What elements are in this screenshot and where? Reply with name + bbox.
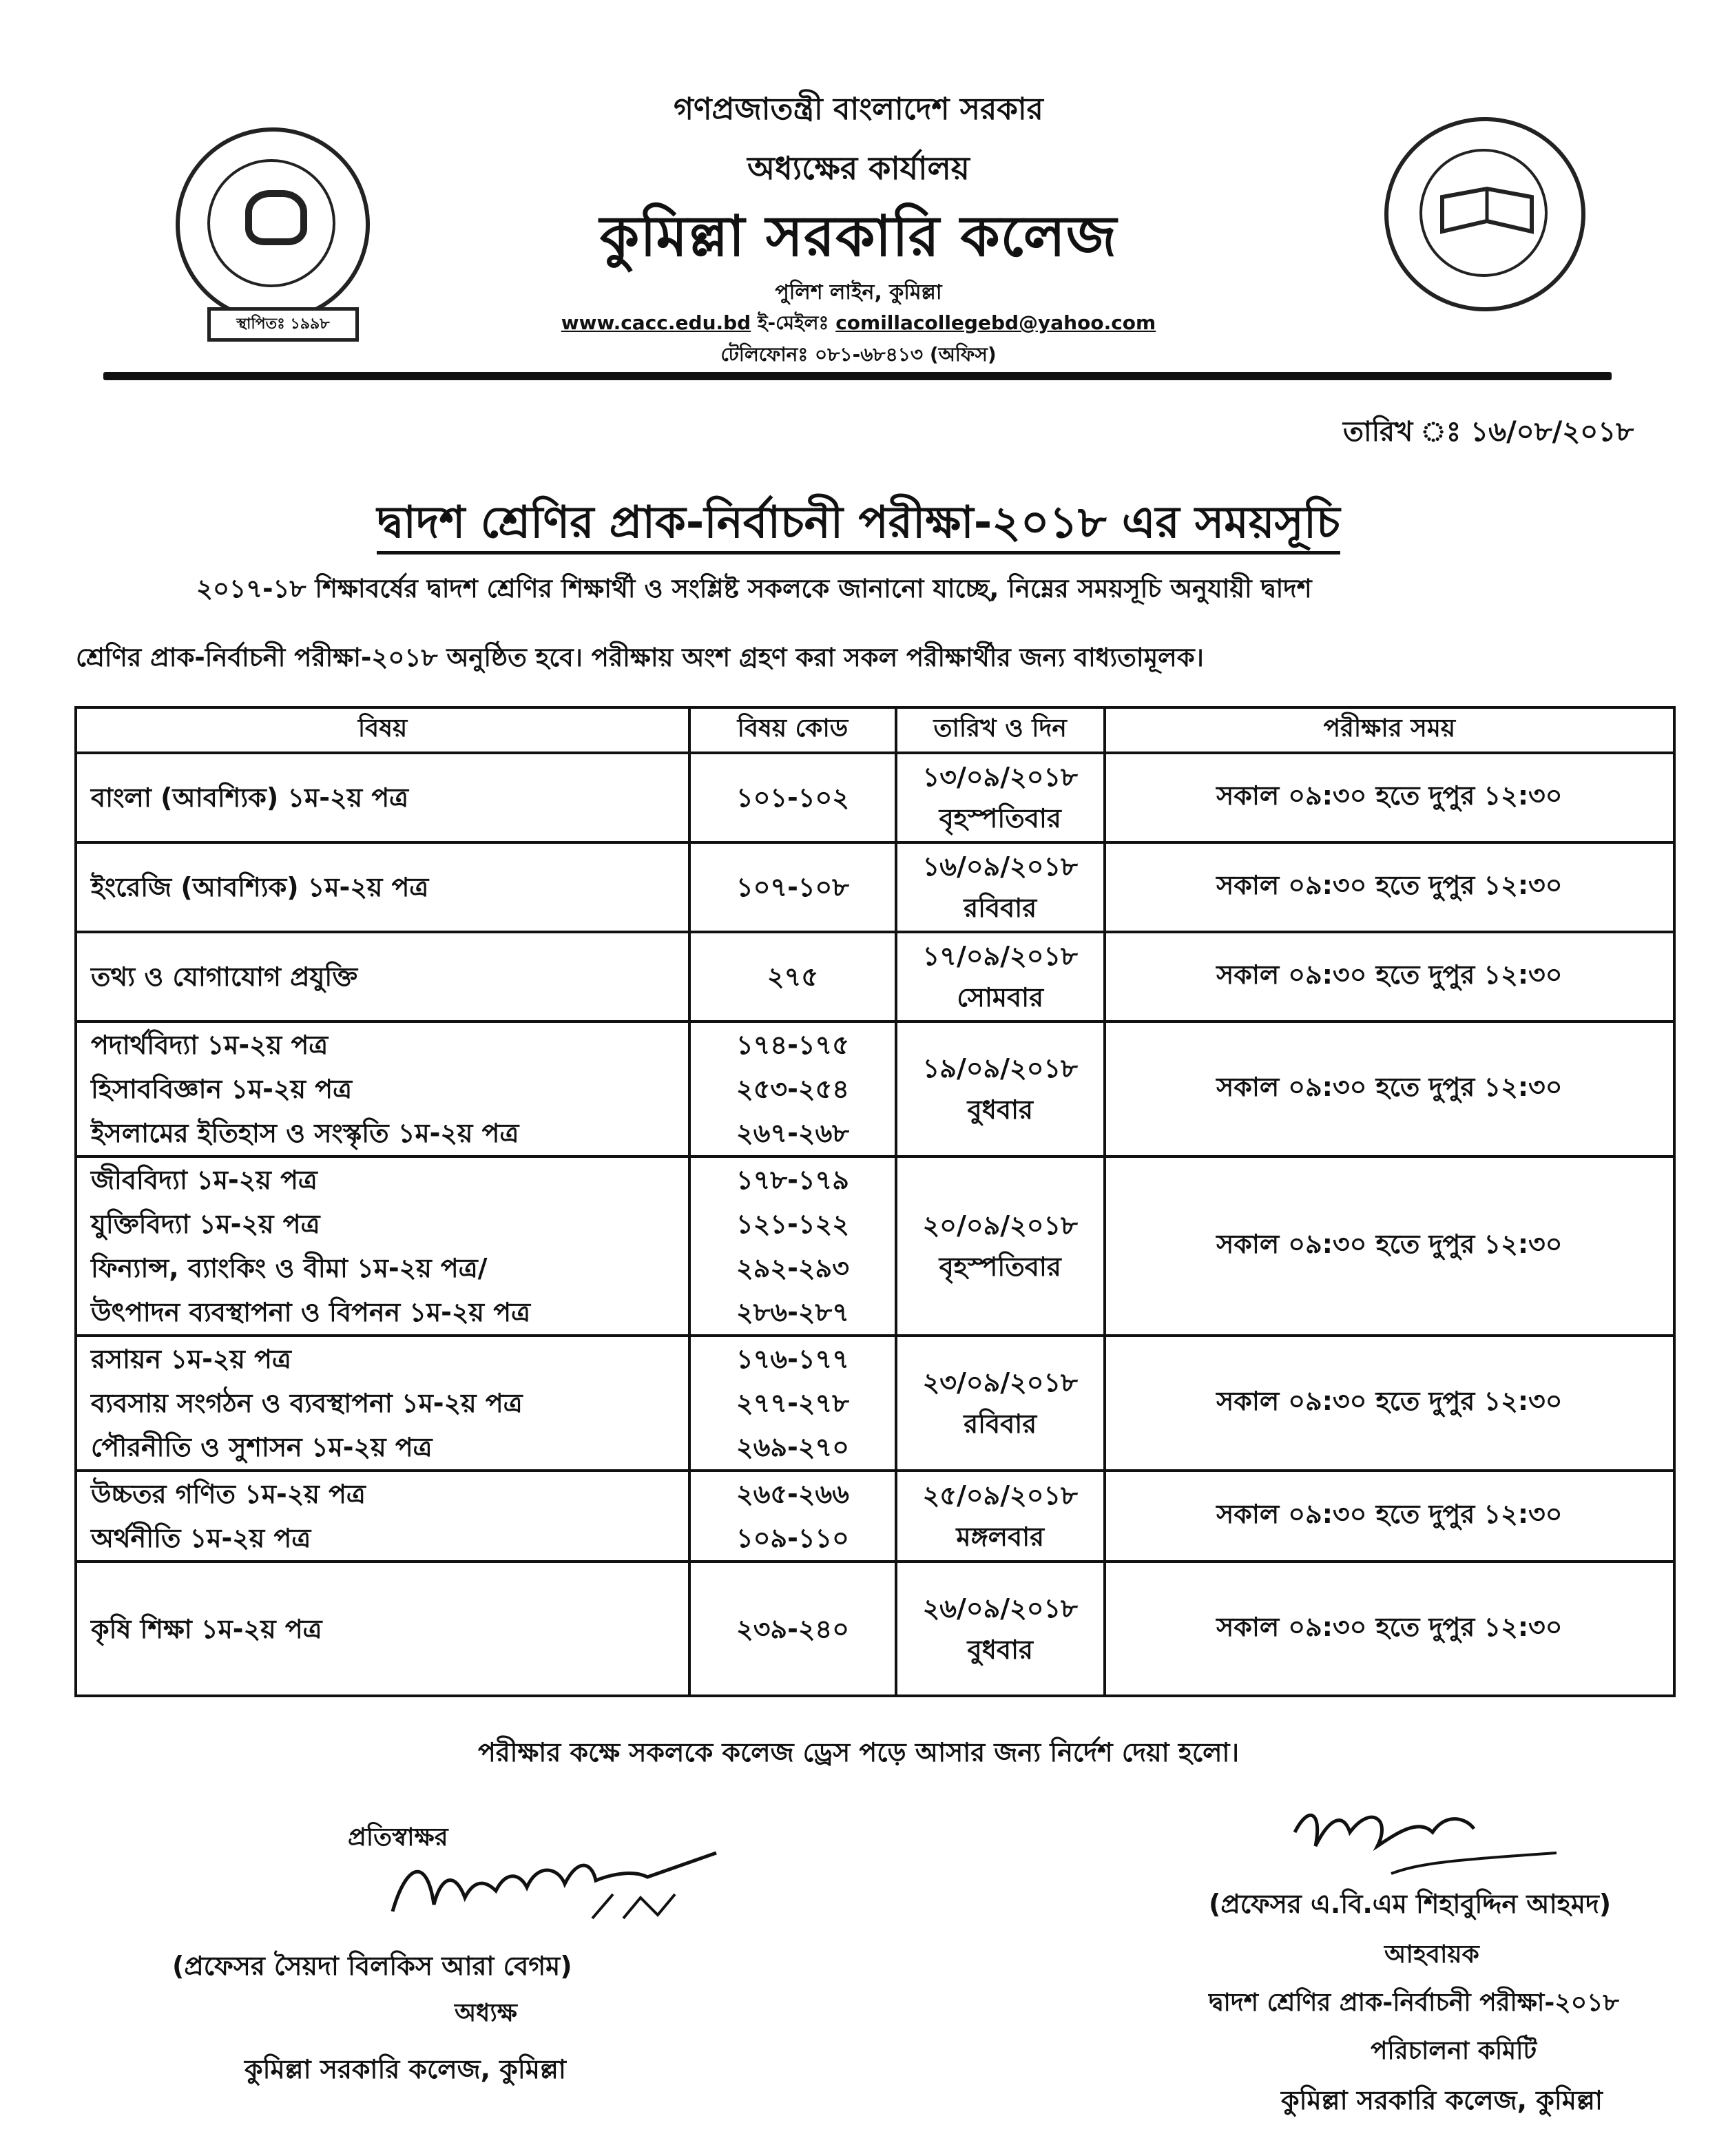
email-link[interactable]: comillacollegebd@yahoo.com [835, 311, 1156, 334]
date-day-cell [896, 1471, 1105, 1562]
intro-line-2: শ্রেণির প্রাক-নির্বাচনী পরীক্ষা-২০১৮ অনুষ্ঠিত হবে। পরীক্ষায় অংশ গ্রহণ করা সকল পরীক্ষার্থীর জন্য বাধ্যতামূলক। [76, 643, 1204, 672]
exam-date: ১৩/০৯/২০১৮ [922, 762, 1078, 792]
document-title-text: দ্বাদশ শ্রেণির প্রাক-নির্বাচনী পরীক্ষা-২০১৮ এর সময়সূচি [377, 497, 1340, 554]
document-date: তারিখ ঃ ১৬/০৮/২০১৮ [1343, 416, 1634, 448]
principal-name: (প্রফেসর সৈয়দা বিলকিস আরা বেগম) [172, 1951, 572, 1981]
exam-day: বুধবার [967, 1634, 1033, 1665]
convener-role: আহবায়ক [1384, 1940, 1479, 1969]
subject-cell [76, 1022, 689, 1157]
date-day-cell [896, 1157, 1105, 1336]
phone-line: টেলিফোনঃ ০৮১-৬৮৪১৩ (অফিস) [720, 343, 997, 366]
table-row [76, 753, 1674, 842]
table-row [76, 842, 1674, 932]
header-date-day: তারিখ ও দিন [896, 707, 1105, 753]
date-day-cell [896, 1336, 1105, 1471]
exam-time-cell: সকাল ০৯:৩০ হতে দুপুর ১২:৩০ [1105, 1471, 1674, 1562]
table-row [76, 1471, 1674, 1562]
subject-code: ২৮৬-২৮৭ [736, 1297, 849, 1327]
subject-name: পৌরনীতি ও সুশাসন ১ম-২য় পত্র [91, 1432, 433, 1462]
header-exam-time: পরীক্ষার সময় [1105, 707, 1674, 753]
exam-day: বৃহস্পতিবার [939, 803, 1061, 833]
exam-time-cell: সকাল ০৯:৩০ হতে দুপুর ১২:৩০ [1105, 1336, 1674, 1471]
convener-organization: কুমিল্লা সরকারি কলেজ, কুমিল্লা [1281, 2085, 1603, 2115]
table-row [76, 1157, 1674, 1336]
table-row [76, 932, 1674, 1022]
intro-line-1: ২০১৭-১৮ শিক্ষাবর্ষের দ্বাদশ শ্রেণির শিক্ষার্থী ও সংশ্লিষ্ট সকলকে জানানো যাচ্ছে, নিম্নের সময়সূচি অনুযায়ী দ্বাদশ [196, 574, 1312, 603]
exam-time-cell: সকাল ০৯:৩০ হতে দুপুর ১২:৩০ [1105, 1022, 1674, 1157]
principal-signature [386, 1836, 730, 1939]
exam-time-cell: সকাল ০৯:৩০ হতে দুপুর ১২:৩০ [1105, 1157, 1674, 1336]
subject-name: ইংরেজি (আবশ্যিক) ১ম-২য় পত্র [91, 872, 429, 902]
exam-time-cell: সকাল ০৯:৩০ হতে দুপুর ১২:৩০ [1105, 1562, 1674, 1696]
subject-name: হিসাববিজ্ঞান ১ম-২য় পত্র [91, 1074, 352, 1104]
office-heading: অধ্যক্ষের কার্যালয় [747, 149, 970, 187]
college-name: কুমিল্লা সরকারি কলেজ [599, 204, 1118, 269]
subject-name: পদার্থবিদ্যা ১ম-২য় পত্র [91, 1030, 329, 1060]
subject-code: ২৬৫-২৬৬ [736, 1479, 849, 1509]
exam-day: রবিবার [964, 893, 1037, 923]
principal-organization: কুমিল্লা সরকারি কলেজ, কুমিল্লা [244, 2054, 566, 2084]
convener-name: (প্রফেসর এ.বি.এম শিহাবুদ্দিন আহমদ) [1209, 1889, 1612, 1919]
code-cell [689, 1562, 896, 1696]
exam-time-cell: সকাল ০৯:৩০ হতে দুপুর ১২:৩০ [1105, 932, 1674, 1022]
exam-day: রবিবার [964, 1409, 1037, 1439]
subject-code: ১০৯-১১০ [736, 1523, 849, 1553]
subject-cell [76, 932, 689, 1022]
subject-cell [76, 1336, 689, 1471]
date-day-cell [896, 932, 1105, 1022]
code-cell [689, 1336, 896, 1471]
subject-name: কৃষি শিক্ষা ১ম-২য় পত্র [91, 1613, 322, 1644]
principal-title: অধ্যক্ষ [455, 1999, 517, 2027]
convener-signature [1281, 1791, 1570, 1887]
subject-code: ১২১-১২২ [736, 1209, 849, 1239]
exam-day: মঙ্গলবার [956, 1522, 1045, 1552]
subject-code: ১৭৪-১৭৫ [736, 1030, 849, 1060]
exam-time-cell: সকাল ০৯:৩০ হতে দুপুর ১২:৩০ [1105, 753, 1674, 842]
subject-code: ২৭৫ [767, 962, 818, 992]
exam-date: ১৯/০৯/২০১৮ [922, 1053, 1078, 1084]
committee-line-2: পরিচালনা কমিটি [1371, 2037, 1537, 2065]
subject-code: ২৭৭-২৭৮ [736, 1388, 849, 1418]
header-subject: বিষয় [76, 707, 689, 753]
subject-name: তথ্য ও যোগাযোগ প্রযুক্তি [91, 962, 358, 992]
date-day-cell [896, 842, 1105, 932]
exam-day: বৃহস্পতিবার [939, 1252, 1061, 1282]
subject-name: উচ্চতর গণিত ১ম-২য় পত্র [91, 1479, 366, 1509]
exam-day: সোমবার [957, 982, 1044, 1013]
code-cell [689, 1022, 896, 1157]
table-row [76, 1336, 1674, 1471]
exam-date: ২৬/০৯/২০১৮ [922, 1593, 1078, 1624]
dress-code-notice: পরীক্ষার কক্ষে সকলকে কলেজ ড্রেস পড়ে আসার জন্য নির্দেশ দেয়া হলো। [477, 1737, 1240, 1768]
exam-date: ১৬/০৯/২০১৮ [922, 851, 1078, 882]
subject-cell [76, 842, 689, 932]
exam-date: ২৫/০৯/২০১৮ [922, 1480, 1078, 1511]
document-title [0, 489, 1717, 563]
countersign-label: প্রতিস্বাক্ষর [348, 1823, 448, 1852]
subject-code: ১০১-১০২ [736, 782, 849, 813]
exam-schedule-table [74, 706, 1676, 1697]
seal-year-plate: স্থাপিতঃ ১৯৯৮ [207, 307, 359, 342]
date-day-cell [896, 1562, 1105, 1696]
header-divider [103, 372, 1612, 380]
subject-code: ২৯২-২৯৩ [736, 1253, 849, 1283]
email-label: ই-মেইলঃ [757, 311, 829, 334]
subject-code: ২৩৯-২৪০ [736, 1613, 849, 1644]
exam-time-cell: সকাল ০৯:৩০ হতে দুপুর ১২:৩০ [1105, 842, 1674, 932]
subject-code: ১০৭-১০৮ [736, 872, 849, 902]
exam-date: ২০/০৯/২০১৮ [922, 1210, 1078, 1241]
college-address: পুলিশ লাইন, কুমিল্লা [775, 280, 942, 304]
subject-cell [76, 1471, 689, 1562]
code-cell [689, 932, 896, 1022]
subject-name: বাংলা (আবশ্যিক) ১ম-২য় পত্র [91, 782, 409, 813]
code-cell [689, 753, 896, 842]
subject-cell [76, 1157, 689, 1336]
code-cell [689, 842, 896, 932]
subject-name: যুক্তিবিদ্যা ১ম-২য় পত্র [91, 1209, 320, 1239]
code-cell [689, 1471, 896, 1562]
header-code: বিষয় কোড [689, 707, 896, 753]
code-cell [689, 1157, 896, 1336]
table-row [76, 1022, 1674, 1157]
subject-name: ব্যবসায় সংগঠন ও ব্যবস্থাপনা ১ম-২য় পত্র [91, 1388, 523, 1418]
subject-code: ১৭৮-১৭৯ [736, 1165, 849, 1195]
exam-date: ২৩/০৯/২০১৮ [922, 1367, 1078, 1398]
subject-name: অর্থনীতি ১ম-২য় পত্র [91, 1523, 311, 1553]
subject-name: ইসলামের ইতিহাস ও সংস্কৃতি ১ম-২য় পত্র [91, 1118, 519, 1148]
subject-code: ১৭৬-১৭৭ [736, 1344, 849, 1374]
exam-date: ১৭/০৯/২০১৮ [922, 941, 1078, 971]
subject-code: ২৬৯-২৭০ [736, 1432, 849, 1462]
table-row [76, 1562, 1674, 1696]
subject-name: জীববিদ্যা ১ম-২য় পত্র [91, 1165, 318, 1195]
contact-line [0, 308, 1717, 340]
subject-code: ২৬৭-২৬৮ [736, 1118, 849, 1148]
subject-cell [76, 1562, 689, 1696]
committee-line-1: দ্বাদশ শ্রেণির প্রাক-নির্বাচনী পরীক্ষা-২০১৮ [1209, 1989, 1619, 2017]
subject-name: উৎপাদন ব্যবস্থাপনা ও বিপনন ১ম-২য় পত্র [91, 1297, 530, 1327]
subject-cell [76, 753, 689, 842]
subject-name: রসায়ন ১ম-২য় পত্র [91, 1344, 291, 1374]
subject-code: ২৫৩-২৫৪ [736, 1074, 849, 1104]
website-link[interactable]: www.cacc.edu.bd [561, 311, 751, 334]
subject-name: ফিন্যান্স, ব্যাংকিং ও বীমা ১ম-২য় পত্র/ [91, 1253, 488, 1283]
date-day-cell [896, 753, 1105, 842]
table-header-row [76, 707, 1674, 753]
date-day-cell [896, 1022, 1105, 1157]
exam-day: বুধবার [967, 1095, 1033, 1125]
government-heading: গণপ্রজাতন্ত্রী বাংলাদেশ সরকার [674, 92, 1043, 127]
